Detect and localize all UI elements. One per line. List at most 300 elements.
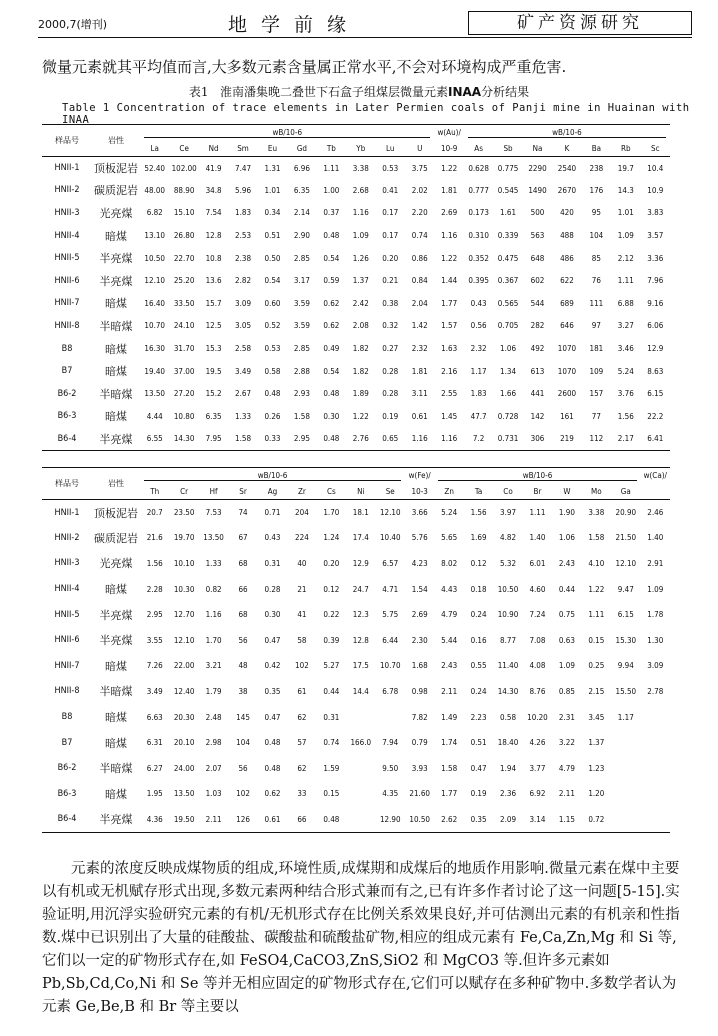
table1-group3: wB/10-6 — [464, 125, 670, 141]
table-cell: 2.90 — [293, 231, 310, 241]
table-cell: 7.94 — [382, 738, 399, 748]
table-cell — [611, 730, 641, 756]
table-cell: 2.32 — [411, 344, 428, 354]
table-cell: 1.56 — [470, 508, 487, 518]
table-cell: 104 — [236, 738, 250, 748]
table-cell: 24.00 — [173, 763, 195, 773]
table-cell: 0.35 — [470, 814, 487, 824]
table-cell: 6.57 — [382, 558, 399, 568]
table-cell: 0.173 — [468, 208, 489, 218]
table-cell: 19.50 — [173, 814, 195, 824]
table-cell: 1.15 — [558, 814, 575, 824]
table-cell: 441 — [530, 389, 545, 399]
table-cell: 0.48 — [323, 389, 340, 399]
table-cell: 613 — [530, 366, 545, 376]
table-cell: 0.52 — [264, 321, 281, 331]
table-cell: 48 — [238, 661, 248, 671]
table-cell: 1.81 — [441, 185, 458, 195]
table-cell: 2.98 — [205, 738, 222, 748]
table-cell: 0.628 — [468, 163, 489, 173]
table-cell: 3.66 — [411, 508, 428, 518]
table-cell: 0.43 — [264, 533, 281, 543]
rock-type: 半亮煤 — [99, 252, 133, 266]
table-cell: 34.8 — [205, 185, 222, 195]
table-cell: 0.48 — [264, 738, 281, 748]
table1-element-Nd: Nd — [208, 143, 219, 153]
table-cell: 3.76 — [617, 389, 634, 399]
table-cell: 10.50 — [497, 584, 519, 594]
table-cell: 1.01 — [617, 208, 634, 218]
table-cell: 9.50 — [382, 763, 399, 773]
table-cell: 1.11 — [588, 610, 605, 620]
table-cell: 13.10 — [144, 231, 166, 241]
table2-element-Mo: Mo — [591, 486, 602, 496]
table-cell: 10.9 — [647, 185, 664, 195]
rock-type: 暗煤 — [105, 787, 127, 801]
table-cell: 1.37 — [588, 738, 605, 748]
table2-element-Sr: Sr — [239, 486, 247, 496]
table-cell: 41 — [297, 610, 307, 620]
table-cell: 1.61 — [500, 208, 517, 218]
table-cell: 2.16 — [441, 366, 458, 376]
table-cell: 0.17 — [382, 208, 399, 218]
table-cell: 6.06 — [647, 321, 664, 331]
table-cell: 3.97 — [500, 508, 517, 518]
sample-id: B6-3 — [57, 788, 77, 799]
rock-type: 半暗煤 — [99, 387, 133, 401]
table-cell: 3.05 — [235, 321, 252, 331]
table-cell: 1.17 — [617, 712, 634, 722]
table-row — [42, 679, 670, 705]
table-cell: 0.48 — [323, 231, 340, 241]
table-cell: 648 — [530, 253, 545, 263]
table-cell: 488 — [560, 231, 574, 241]
table-cell: 3.75 — [411, 163, 428, 173]
table-cell: 0.21 — [382, 276, 399, 286]
table-cell: 1.16 — [441, 231, 458, 241]
table1-element-Sc: Sc — [651, 143, 660, 153]
table-cell: 67 — [238, 533, 248, 543]
table-cell: 3.11 — [411, 389, 428, 399]
table-row — [42, 337, 670, 360]
table-cell: 0.12 — [323, 584, 340, 594]
table-cell: 2.95 — [146, 610, 163, 620]
table-cell: 0.705 — [497, 321, 519, 331]
sample-id: HNII-7 — [54, 660, 80, 671]
table-cell: 19.7 — [617, 163, 634, 173]
table-cell: 10.70 — [379, 661, 401, 671]
table1-element-Tb: Tb — [326, 143, 336, 153]
table-cell: 2.43 — [441, 661, 458, 671]
rock-type: 暗煤 — [105, 711, 127, 725]
table-cell: 1.45 — [441, 411, 458, 421]
sample-id: HNII-2 — [54, 532, 80, 543]
table-cell: 0.24 — [470, 686, 487, 696]
table2-group2: w(Fe)/ — [408, 471, 431, 480]
table-cell: 2.78 — [647, 686, 664, 696]
table-cell: 1.26 — [352, 253, 369, 263]
table-cell: 2.11 — [558, 789, 575, 799]
table-row — [42, 382, 670, 405]
table-cell: 17.5 — [352, 661, 369, 671]
table-cell: 1.95 — [146, 789, 163, 799]
table-cell: 563 — [530, 231, 545, 241]
table-cell: 0.49 — [323, 344, 340, 354]
table-cell: 13.50 — [144, 389, 166, 399]
table-row — [42, 627, 670, 653]
table-cell: 4.79 — [441, 610, 458, 620]
table2-element-Zn: Zn — [444, 486, 454, 496]
table-cell: 0.352 — [468, 253, 489, 263]
table-cell: 166.0 — [350, 738, 372, 748]
table-cell: 5.44 — [441, 635, 458, 645]
table1-element-Lu: Lu — [386, 143, 395, 153]
table-cell: 0.43 — [470, 298, 487, 308]
table-cell: 21 — [297, 584, 307, 594]
table1 — [42, 124, 670, 451]
table-cell: 4.10 — [588, 558, 605, 568]
table-row — [42, 202, 670, 225]
table-cell: 10.20 — [527, 712, 548, 722]
table-cell: 1.58 — [588, 533, 605, 543]
table-cell: 7.2 — [472, 434, 485, 444]
rock-type: 碳质泥岩 — [94, 531, 138, 545]
table-row — [42, 247, 670, 270]
table-cell: 22.70 — [173, 253, 195, 263]
table-cell: 6.44 — [382, 635, 399, 645]
table-cell: 4.71 — [382, 584, 399, 594]
table-cell: 2.76 — [352, 434, 369, 444]
table-cell: 20.30 — [173, 712, 195, 722]
table-cell — [376, 704, 405, 730]
sample-id: HNII-6 — [54, 275, 80, 286]
table-cell: 7.96 — [647, 276, 664, 286]
sample-id: B6-2 — [57, 388, 77, 399]
table-cell: 0.12 — [470, 558, 487, 568]
table-cell: 1.06 — [500, 344, 517, 354]
table-cell: 0.61 — [264, 814, 281, 824]
table-row — [42, 704, 670, 730]
body-text — [42, 858, 690, 1019]
table-cell: 12.90 — [379, 814, 401, 824]
table-cell: 1.70 — [323, 508, 340, 518]
rock-type: 暗煤 — [105, 736, 127, 750]
table-cell: 1.89 — [352, 389, 369, 399]
table-cell: 8.63 — [647, 366, 664, 376]
table-cell: 61 — [297, 686, 307, 696]
table-cell: 5.32 — [500, 558, 517, 568]
table-cell: 1.33 — [205, 558, 222, 568]
sample-id: HNII-1 — [54, 163, 80, 174]
table-cell: 0.53 — [382, 163, 399, 173]
table-cell: 1.69 — [470, 533, 487, 543]
table-cell: 0.777 — [468, 185, 489, 195]
table-cell: 0.48 — [264, 389, 281, 399]
table-cell: 2.67 — [235, 389, 252, 399]
table2-element-unit — [641, 483, 670, 500]
table-cell: 1.30 — [647, 635, 664, 645]
table-cell: 2.11 — [441, 686, 458, 696]
table-cell: 15.3 — [205, 344, 222, 354]
table-cell: 1.11 — [323, 163, 340, 173]
table-cell: 2.09 — [500, 814, 517, 824]
table-cell — [611, 755, 641, 781]
table1-element-U: U — [417, 143, 423, 153]
table-row — [42, 224, 670, 247]
table-cell: 0.44 — [323, 686, 340, 696]
table-cell: 1.33 — [235, 411, 252, 421]
table-cell: 66 — [238, 584, 248, 594]
table-cell: 48.00 — [144, 185, 166, 195]
table-cell: 2.69 — [411, 610, 428, 620]
table-cell: 0.16 — [470, 635, 487, 645]
table-cell: 0.30 — [323, 411, 340, 421]
table-cell: 0.65 — [382, 434, 399, 444]
table-cell: 1.94 — [500, 763, 517, 773]
table-cell: 97 — [591, 321, 601, 331]
table-cell: 1.22 — [441, 253, 458, 263]
page-header — [38, 10, 692, 36]
table-cell: 12.5 — [205, 321, 222, 331]
sample-id: HNII-2 — [54, 185, 80, 196]
table-cell: 5.96 — [235, 185, 252, 195]
table-row — [42, 360, 670, 383]
table-cell: 19.70 — [173, 533, 195, 543]
table-cell: 7.54 — [205, 208, 222, 218]
table2-element-Br: Br — [533, 486, 542, 496]
rock-type: 半亮煤 — [99, 432, 133, 446]
table-cell — [641, 704, 670, 730]
table-cell: 0.62 — [323, 321, 340, 331]
table-cell — [641, 730, 670, 756]
table1-element-Sb: Sb — [503, 143, 513, 153]
table1-element-unit: 10-9 — [441, 143, 458, 153]
table-cell: 15.30 — [615, 635, 637, 645]
rock-type: 半亮煤 — [99, 813, 133, 827]
intro-text: 微量元素就其平均值而言,大多数元素含量属正常水平,不会对环境构成严重危害. — [42, 58, 567, 76]
table-cell: 1.31 — [264, 163, 281, 173]
table-cell: 4.44 — [146, 411, 163, 421]
table-cell: 282 — [530, 321, 545, 331]
table-cell: 6.96 — [293, 163, 310, 173]
table-cell: 0.38 — [382, 298, 399, 308]
table-cell: 5.27 — [323, 661, 340, 671]
table-cell: 1.78 — [647, 610, 664, 620]
table2 — [42, 467, 670, 833]
table-cell: 0.25 — [588, 661, 605, 671]
sample-id: HNII-4 — [54, 230, 80, 241]
table-cell: 0.98 — [411, 686, 428, 696]
table-cell: 1.83 — [470, 389, 487, 399]
table-cell: 6.35 — [293, 185, 310, 195]
table-cell: 3.21 — [205, 661, 222, 671]
table-cell: 2.08 — [352, 321, 369, 331]
table-cell: 1.79 — [205, 686, 222, 696]
table-cell: 1070 — [557, 366, 577, 376]
table-cell: 2.36 — [500, 789, 517, 799]
table-row — [42, 315, 670, 338]
table-cell: 0.48 — [264, 763, 281, 773]
table-cell: 8.02 — [441, 558, 458, 568]
table-cell: 2.38 — [235, 253, 252, 263]
table-cell: 2.12 — [617, 253, 634, 263]
table-cell: 10.30 — [173, 584, 195, 594]
table-cell — [346, 781, 375, 807]
table2-element-Ta: Ta — [474, 486, 483, 496]
sample-id: HNII-5 — [54, 253, 80, 264]
table-cell: 25.20 — [173, 276, 195, 286]
table-cell: 102 — [295, 661, 309, 671]
table-cell: 0.32 — [382, 321, 399, 331]
table-row — [42, 500, 670, 526]
table-cell: 4.08 — [529, 661, 546, 671]
section-title: 矿产资源研究 — [468, 11, 692, 35]
table-cell: 0.728 — [497, 411, 519, 421]
table-cell: 20.10 — [173, 738, 195, 748]
table-cell — [641, 781, 670, 807]
table-cell: 20.90 — [615, 508, 637, 518]
table-cell: 6.88 — [617, 298, 634, 308]
table-cell: 0.53 — [264, 344, 281, 354]
table-row — [42, 781, 670, 807]
table-cell: 3.49 — [235, 366, 252, 376]
sample-id: HNII-4 — [54, 584, 80, 595]
table-cell: 0.54 — [323, 253, 340, 263]
table-cell: 47.7 — [470, 411, 487, 421]
table-cell: 306 — [530, 434, 545, 444]
rock-type: 碳质泥岩 — [94, 184, 138, 198]
table-cell: 1.54 — [411, 584, 428, 594]
table-cell: 11.40 — [497, 661, 519, 671]
table-cell: 0.62 — [323, 298, 340, 308]
table1-col-sample: 样品号 — [55, 136, 79, 145]
table-cell: 102 — [236, 789, 250, 799]
table-cell: 1.22 — [352, 411, 369, 421]
table-cell: 26.80 — [173, 231, 195, 241]
table-cell: 9.16 — [647, 298, 664, 308]
table-cell: 23.50 — [173, 508, 195, 518]
table-cell: 0.17 — [382, 231, 399, 241]
table-cell: 420 — [560, 208, 574, 218]
table-cell: 14.3 — [617, 185, 634, 195]
table1-element-Yb: Yb — [356, 143, 366, 153]
table-cell: 6.27 — [146, 763, 163, 773]
table-cell: 1.70 — [205, 635, 222, 645]
table-cell: 0.86 — [411, 253, 428, 263]
table-cell: 1.58 — [235, 434, 252, 444]
table2-element-W: W — [563, 486, 571, 496]
table-cell: 0.61 — [411, 411, 428, 421]
table-cell: 21.60 — [409, 789, 430, 799]
table-cell: 0.26 — [264, 411, 281, 421]
table-cell: 157 — [589, 389, 604, 399]
table-cell: 2.82 — [235, 276, 252, 286]
table-cell: 2670 — [557, 185, 577, 195]
table-cell: 10.4 — [647, 163, 664, 173]
table-cell: 7.82 — [411, 712, 428, 722]
table-row — [42, 405, 670, 428]
table-cell: 1.42 — [411, 321, 428, 331]
table-cell: 1.63 — [441, 344, 458, 354]
table-cell: 0.22 — [323, 610, 340, 620]
table-cell: 2290 — [528, 163, 547, 173]
table1-element-As: As — [474, 143, 483, 153]
sample-id: B7 — [61, 366, 73, 377]
table-cell: 6.35 — [205, 411, 222, 421]
table-cell: 0.27 — [382, 344, 399, 354]
journal-title: 地学前缘 — [228, 14, 361, 36]
table-cell: 2.55 — [441, 389, 458, 399]
sample-id: B8 — [61, 712, 73, 723]
table-cell: 1.49 — [441, 712, 458, 722]
sample-id: HNII-8 — [54, 320, 80, 331]
table-cell: 5.24 — [441, 508, 458, 518]
table-cell: 1.09 — [647, 584, 664, 594]
table-cell: 0.60 — [264, 298, 281, 308]
table-row — [42, 730, 670, 756]
table-cell: 3.38 — [352, 163, 369, 173]
table1-element-Gd: Gd — [296, 143, 307, 153]
table1-element-Na: Na — [532, 143, 543, 153]
table2-group-header — [42, 468, 670, 484]
table-row — [42, 653, 670, 679]
table-cell: 602 — [530, 276, 545, 286]
table-cell: 176 — [589, 185, 604, 195]
table-cell: 7.24 — [529, 610, 546, 620]
table-cell: 3.27 — [617, 321, 634, 331]
table-cell: 0.54 — [264, 276, 281, 286]
table-cell: 1.16 — [441, 434, 458, 444]
table-cell: 10.80 — [173, 411, 195, 421]
table-cell — [346, 755, 375, 781]
table-cell: 12.9 — [352, 558, 369, 568]
table-cell: 2.85 — [293, 344, 310, 354]
table-cell: 12.9 — [647, 344, 664, 354]
table-cell: 0.48 — [323, 434, 340, 444]
table-cell: 0.24 — [470, 610, 487, 620]
table-row — [42, 269, 670, 292]
table-cell: 19.5 — [205, 366, 222, 376]
table-cell: 10.50 — [144, 253, 166, 263]
table-cell: 3.77 — [529, 763, 546, 773]
table-cell: 1.22 — [588, 584, 605, 594]
table-cell: 0.50 — [264, 253, 281, 263]
table-cell: 74 — [238, 508, 248, 518]
table-cell: 1.37 — [352, 276, 369, 286]
table-cell: 3.36 — [647, 253, 664, 263]
table-cell: 2.42 — [352, 298, 369, 308]
table1-group2: w(Au)/ — [437, 128, 461, 137]
table-cell: 3.09 — [647, 661, 664, 671]
sample-id: HNII-3 — [54, 207, 80, 218]
table-cell: 0.28 — [382, 366, 399, 376]
table-cell: 8.76 — [529, 686, 546, 696]
table1-col-rock: 岩性 — [108, 136, 124, 145]
table-cell: 224 — [295, 533, 309, 543]
table-cell: 21.6 — [146, 533, 163, 543]
rock-type: 半亮煤 — [99, 274, 133, 288]
table-cell: 95 — [591, 208, 601, 218]
table-cell: 5.76 — [411, 533, 428, 543]
table-cell: 68 — [238, 558, 248, 568]
table-cell: 12.10 — [615, 558, 637, 568]
table-cell: 1070 — [557, 344, 577, 354]
table-cell: 0.339 — [497, 231, 519, 241]
table-cell: 6.63 — [146, 712, 163, 722]
table-cell: 62 — [297, 763, 307, 773]
table2-element-Ag: Ag — [267, 486, 278, 496]
table-cell: 1.11 — [617, 276, 634, 286]
